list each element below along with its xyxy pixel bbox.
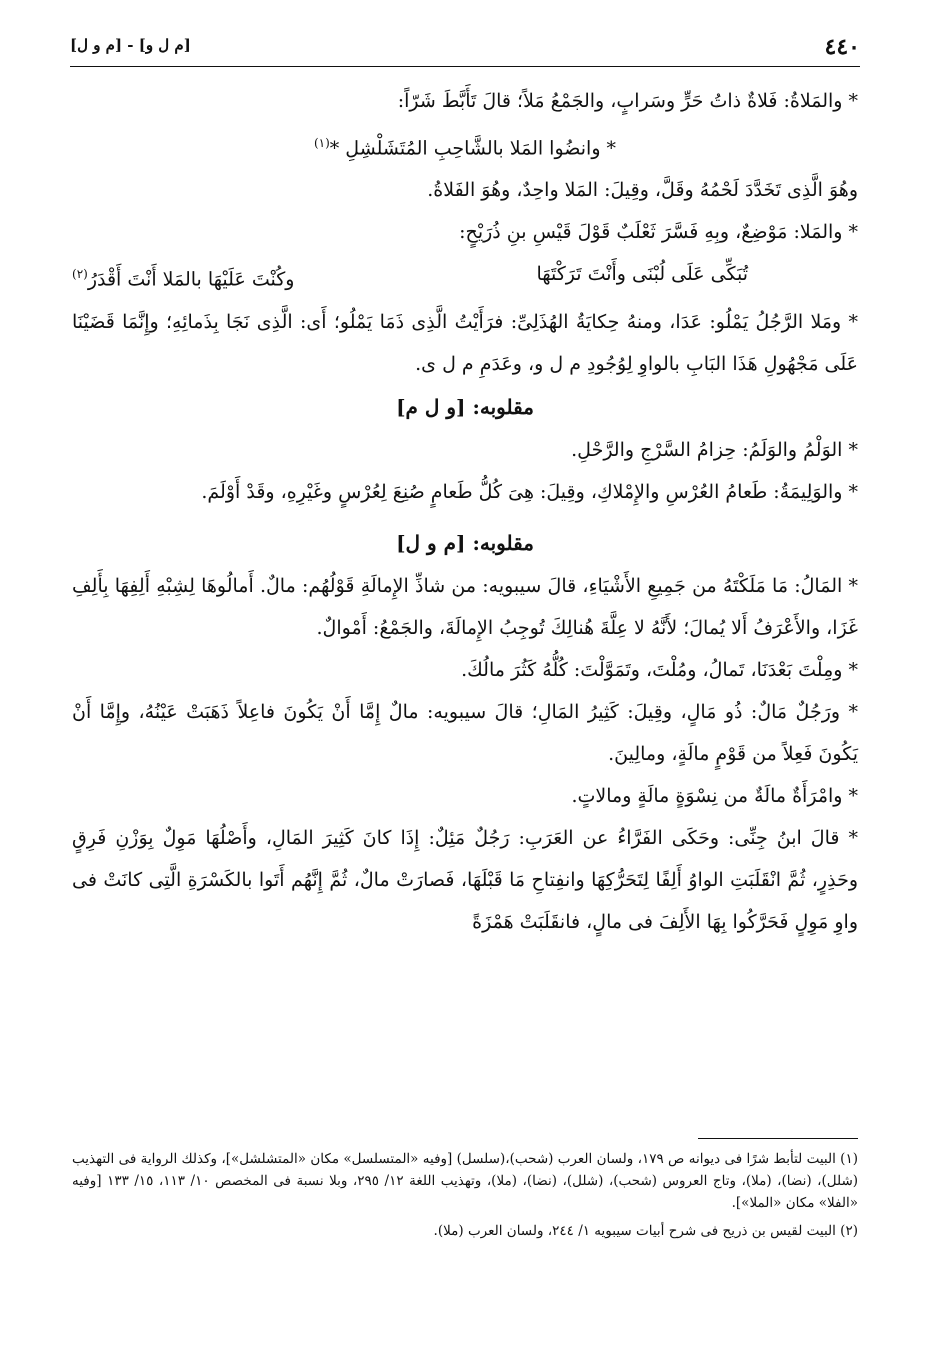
entry-paragraph: * قالَ ابنُ جِنِّى: وحَكَى الفَرَّاءُ عن العَرَبِ: رَجُلٌ مَئِلٌ: إِذَا كانَ كَثِيرَ المَالِ، وأَصْلُهَا مَوِلٌ بِوَزْنِ فَرِقٍ وحَذِرٍ، ثُمَّ انْقَلَبَتِ الواوُ أَلِفًا لِتَحَرُّكِهَا وانفِتاحِ مَا قَبْلَهَا، فَصارَتْ مالٌ، ثُمَّ إِنَّهُم أَتَوا بالكَسْرَةِ الَّتِى كانَتْ فى واوِ مَوِلٍ فَحَرَّكُوا بِهَا الأَلِفَ فى مالٍ، فانقَلَبَتْ هَمْزَةً (72, 826, 858, 933)
page-number: ٤٤٠ (824, 34, 860, 60)
entry-paragraph: * المَالُ: مَا مَلَكْتَهُ من جَمِيعِ الأَشْيَاءِ، قالَ سيبويه: من شاذِّ الإِمالَةِ قَوْلُهُم: مالٌ. أَمالُوهَا لِشِبْهِ أَلِفِهَا بِأَلِفِ غَزَا، والأَعْرَفُ أَلا يُمالَ؛ لأَنَّهُ لا عِلَّةَ هُنالِكَ تُوجِبُ الإِمالَةَ، والجَمْعُ: أَمْوالٌ. (72, 574, 858, 639)
entry-paragraph: * الوَلْمُ والوَلَمُ: حِزامُ السَّرْجِ والرَّحْلِ. (571, 438, 858, 461)
footnote-ref: (٢) (72, 267, 88, 282)
entry-paragraph: * والمَلاةُ: فَلاةٌ ذاتُ حَرٍّ وسَرابٍ، والجَمْعُ مَلاً؛ قالَ تَأَبَّطَ شَرّاً: (397, 90, 858, 112)
footnote-rule (698, 1138, 858, 1139)
entry-paragraph: * والوَلِيمَةُ: طَعامُ العُرْسِ والإِمْلاكِ، وقِيلَ: هِىَ كُلُّ طَعامٍ صُنِعَ لِعُرْسٍ وغَيْرِهِ، وقَدْ أَوْلَمَ. (201, 480, 858, 503)
main-text (72, 80, 858, 943)
footnote-ref: (١) (313, 136, 330, 150)
verse-first-half: تُبَكِّى عَلَى لُبْنَى وأَنْتَ تَرَكْتَهَا (536, 263, 748, 286)
section-heading: مقلوبه: [م و ل] (396, 530, 534, 555)
footnote: (١) البيت لتأبط شرًا فى ديوانه ص ١٧٩، ولسان العرب (شحب)،(سلسل) [وفيه «المتسلسل» مكان «المتشلشل»]، وكذلك الرواية فى التهذيب (شلل)، (نضا)، (ملا)، وتاج العروس (شحب)، (شلل)، (نضا)، (ملا)، وتهذيب اللغة ١٢/ ٢٩٥، وبلا نسبة فى المخصص ١٠/ ١١٣، ١٥/ ١٣٣ [وفيه «الفلا» مكان «الملا»]. (72, 1151, 859, 1211)
footnotes (72, 1148, 858, 1248)
hemistich-text: * وانضُوا المَلا بالشَّاحِبِ المُتَشَلْشِلِ * (329, 137, 617, 160)
page-header (70, 34, 860, 64)
entry-paragraph: * وامْرَأَةٌ مالَةٌ من نِسْوَةٍ مالَةٍ ومالاتٍ. (571, 784, 858, 807)
header-rule (70, 66, 860, 67)
verse-hemistich (72, 122, 858, 169)
running-head-roots: [م ل و] - [م و ل] (70, 36, 191, 54)
entry-paragraph: * ومَلا الرَّجُلُ يَمْلُو: عَدَا، ومنهُ حِكايَةُ الهُذَلِىِّ: فرَأَيْتُ الَّذِى ذَمَا يَمْلُو؛ أَى: الَّذِى نَجَا بِذَمائِهِ؛ وإِنَّمَا قَضَيْنَا عَلَى مَجْهُولِ هَذَا البَابِ بالواوِ لِوُجُودِ م ل و، وعَدَمِ م ل ى. (72, 310, 858, 375)
entry-paragraph: * والمَلا: مَوْضِعٌ، وبِهِ فَسَّرَ ثَعْلَبٌ قَوْلَ قَيْسِ بنِ ذُرَيْحٍ: (459, 221, 858, 244)
entry-paragraph: وهُوَ الَّذِى تَخَدَّدَ لَحْمُهُ وقَلَّ، وقِيلَ: المَلا واحِدٌ، وهُوَ الفَلاةُ. (427, 179, 858, 202)
entry-paragraph: * ورَجُلٌ مَالٌ: ذُو مَالٍ، وقِيلَ: كَثِيرُ المَالِ؛ قالَ سيبويه: مالٌ إِمَّا أَنْ يَكُونَ فاعِلاً ذَهَبَتْ عَيْنُهُ، وإِمَّا أَنْ يَكُونَ فَعِلاً من قَوْمٍ مالَةٍ، ومالِينَ. (72, 700, 858, 765)
verse-second-half (72, 253, 294, 300)
entry-paragraph: * ومِلْتَ بَعْدَنَا، تَمالُ، ومُلْتَ، وتَمَوَّلْتَ: كُلُّهُ كَثُرَ مالُكَ. (461, 658, 858, 681)
section-heading: مقلوبه: [و ل م] (396, 394, 534, 419)
verse-second-half-text: وكُنْتَ عَلَيْهَا بالمَلا أَنْتَ أَقْدَرُ (87, 268, 295, 291)
verse-line (72, 253, 858, 300)
footnote: (٢) البيت لقيس بن ذريح فى شرح أبيات سيبويه ١/ ٢٤٤، ولسان العرب (ملا). (433, 1223, 858, 1239)
